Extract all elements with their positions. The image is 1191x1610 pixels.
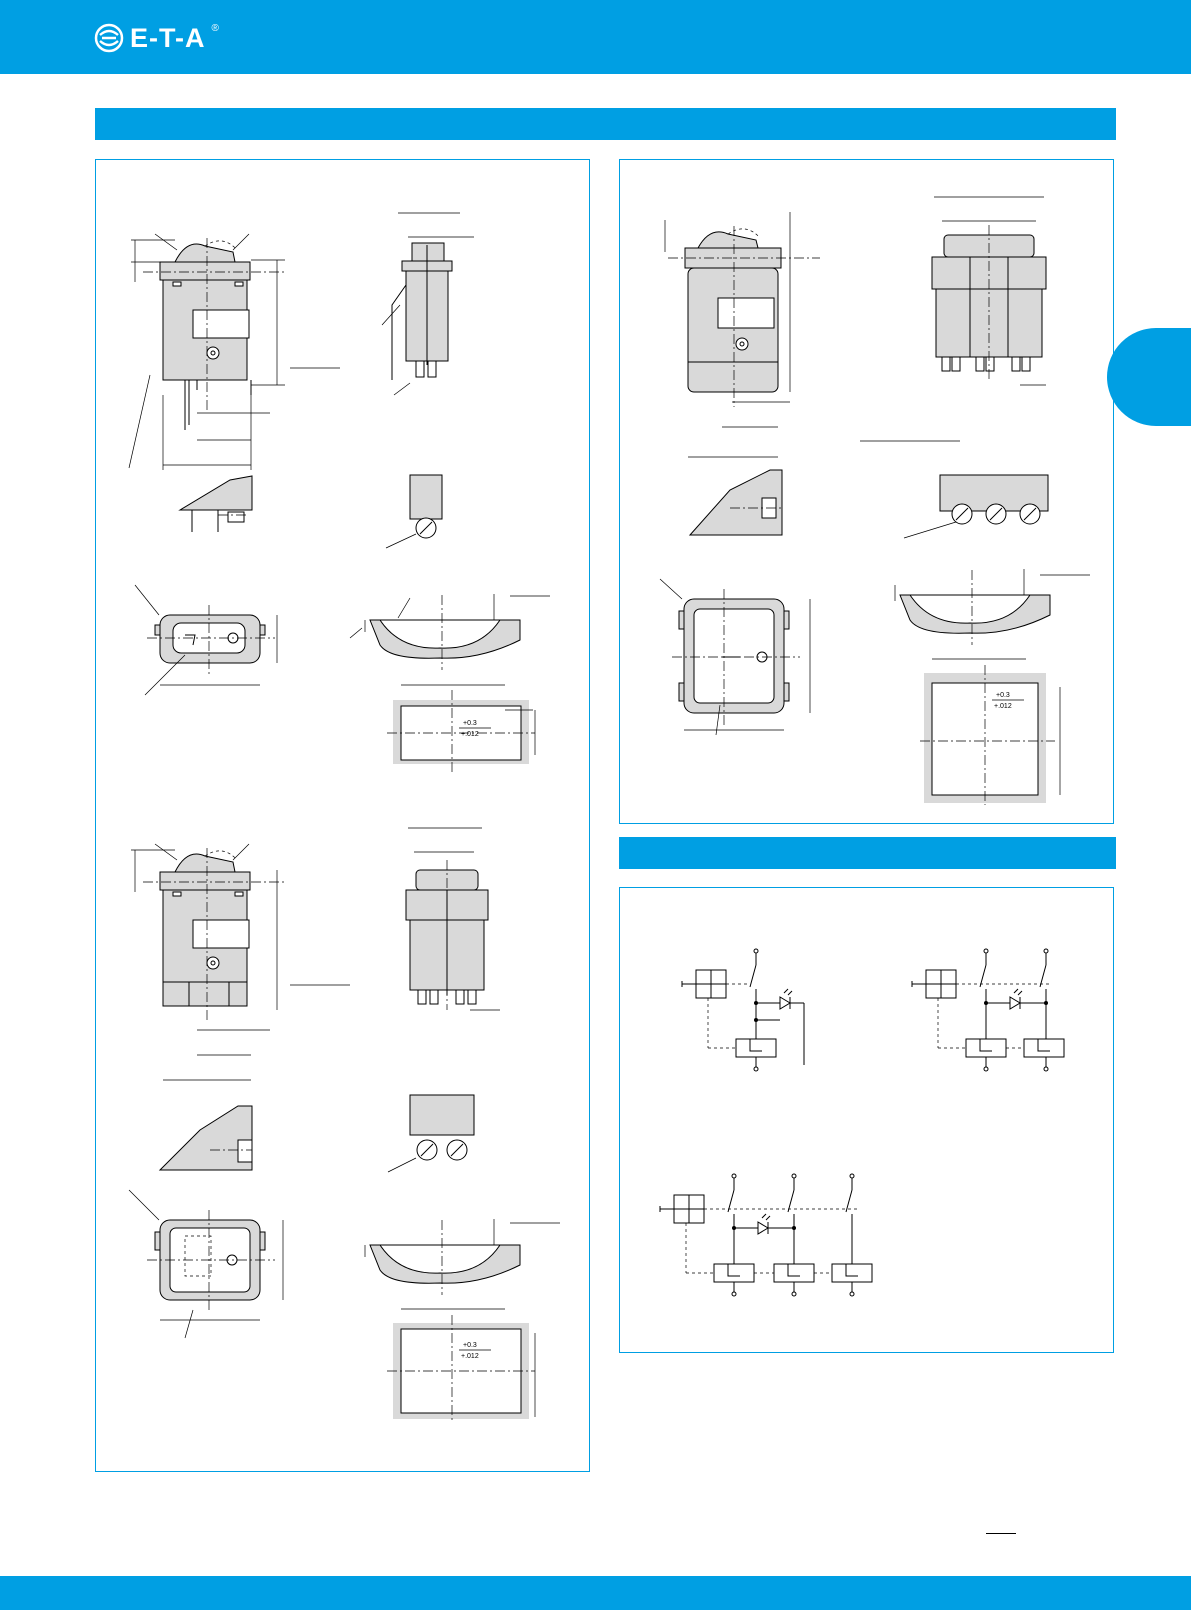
drawing-switch-3-top-view (660, 575, 840, 745)
drawing-switch-1-terminal-detail (170, 470, 270, 550)
section-band-dimensions (95, 108, 1116, 140)
header-bar (0, 0, 1191, 74)
cutout-1-tolerance-metric: +0.3 (463, 720, 477, 727)
eta-swirl-logo-icon (94, 23, 124, 53)
cutout-3-tolerance-metric: +0.3 (996, 692, 1010, 699)
drawing-switch-2-terminal-detail (160, 1100, 270, 1180)
drawing-switch-2-screw-terminal (380, 1090, 490, 1190)
drawing-switch-1-side-view (380, 205, 520, 455)
cutout-2-tolerance-metric: +0.3 (463, 1342, 477, 1349)
page-number-rule (986, 1533, 1016, 1534)
section-band-schematics (619, 837, 1116, 869)
drawing-switch-3-panel-cutout (920, 655, 1070, 815)
drawing-switch-3-panel-section (880, 565, 1100, 655)
registered-mark-icon: ® (211, 22, 219, 34)
drawing-switch-2-panel-section (350, 1215, 570, 1305)
schematic-single-pole (680, 945, 830, 1075)
footer-bar (0, 1576, 1191, 1610)
drawing-switch-3-terminal-detail (690, 470, 800, 540)
cutout-1-tolerance-imperial: +.012 (461, 731, 479, 738)
schematic-triple-pole (658, 1170, 888, 1300)
drawing-switch-2-panel-cutout (385, 1305, 550, 1425)
schematic-double-pole (910, 945, 1070, 1075)
brand-name: E-T-A (130, 22, 206, 53)
side-tab-marker (1107, 328, 1191, 426)
drawing-switch-1-panel-cutout (385, 680, 550, 790)
drawing-switch-1-front-view (125, 220, 295, 470)
drawing-switch-2-side-view (390, 820, 510, 1040)
drawing-switch-3-side-view (920, 185, 1070, 415)
cutout-3-tolerance-imperial: +.012 (994, 703, 1012, 710)
drawing-switch-2-front-view (125, 830, 295, 1080)
cutout-2-tolerance-imperial: +.012 (461, 1353, 479, 1360)
brand-logo (94, 22, 219, 54)
drawing-switch-1-top-view (125, 575, 295, 705)
drawing-switch-3-screw-terminal (900, 470, 1060, 560)
drawing-switch-3-front-view (660, 212, 840, 462)
drawing-switch-2-top-view (125, 1190, 295, 1340)
drawing-switch-1-screw-terminal (380, 470, 460, 555)
